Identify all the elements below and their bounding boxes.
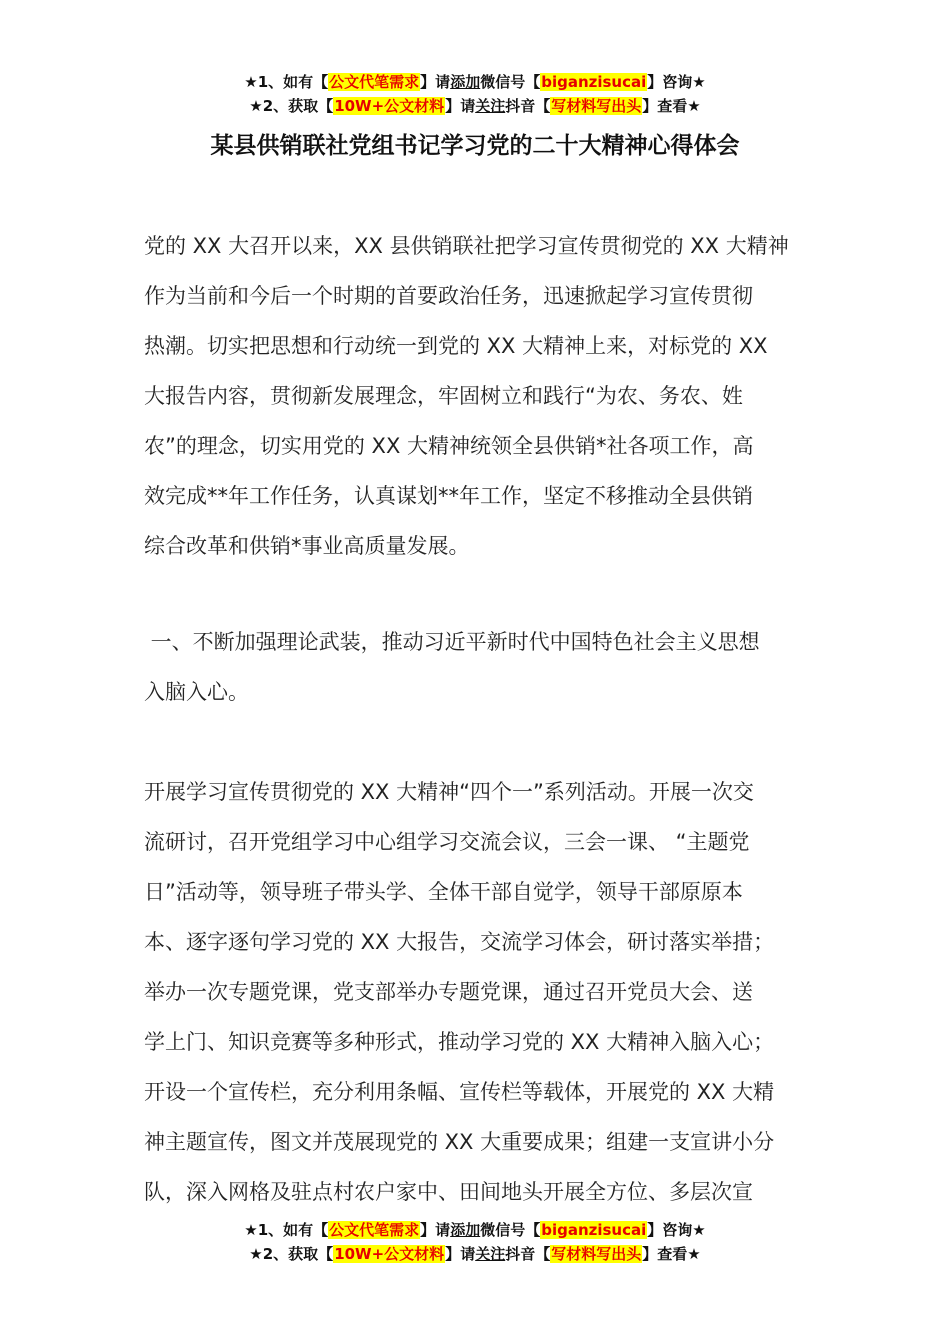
promo-text: ★1、如有【 [244,73,329,91]
promo-underlined-text: 添加 [450,1221,481,1239]
paragraph-intro [144,221,810,571]
promo-highlight: 写材料写出头 [551,97,642,115]
promo-text: 】请 [420,73,451,91]
promo-text: 微信号【 [480,1221,541,1239]
section-heading-1 [144,617,810,717]
text-line: 入脑入心。 [144,680,249,704]
paragraph-activities [144,767,810,1217]
promo-line-2 [0,94,950,118]
text-line: 队，深入网格及驻点村农户家中、田间地头开展全方位、多层次宣 [144,1180,753,1204]
promo-text: 】查看★ [642,97,701,115]
text-line: 流研讨，召开党组学习中心组学习交流会议，三会一课、 “主题党 [144,830,750,854]
text-line: 作为当前和今后一个时期的首要政治任务，迅速掀起学习宣传贯彻 [144,284,753,308]
text-line: 效完成**年工作任务，认真谋划**年工作，坚定不移推动全县供销 [144,484,753,508]
promo-highlight: 公文代笔需求 [329,1221,420,1239]
promo-text: 】查看★ [642,1245,701,1263]
promo-highlight: biganzisucai [541,73,647,91]
document-title: 某县供销联社党组书记学习党的二十大精神心得体会 [210,133,740,159]
text-line: 开展学习宣传贯彻党的 XX 大精神“四个一”系列活动。开展一次交 [144,780,754,804]
text-line: 开设一个宣传栏，充分利用条幅、宣传栏等载体，开展党的 XX 大精 [144,1080,775,1104]
text-line: 农”的理念，切实用党的 XX 大精神统领全县供销*社各项工作，高 [144,434,754,458]
text-line: 学上门、知识竞赛等多种形式，推动学习党的 XX 大精神入脑入心； [144,1030,775,1054]
promo-text: ★2、获取【 [249,97,334,115]
promo-underlined-text: 添加 [450,73,481,91]
promo-text: 】请 [445,97,476,115]
promo-text: ★1、如有【 [244,1221,329,1239]
promo-text: 抖音【 [505,1245,551,1263]
text-line: 一、不断加强理论武装，推动习近平新时代中国特色社会主义思想 [144,630,760,654]
text-line: 举办一次专题党课，党支部举办专题党课，通过召开党员大会、送 [144,980,753,1004]
text-line: 本、逐字逐句学习党的 XX 大报告，交流学习体会，研讨落实举措； [144,930,775,954]
promo-highlight: biganzisucai [541,1221,647,1239]
text-line: 大报告内容，贯彻新发展理念，牢固树立和践行“为农、务农、姓 [144,384,743,408]
text-line: 热潮。切实把思想和行动统一到党的 XX 大精神上来，对标党的 XX [144,334,768,358]
promo-banner-bottom [0,1218,950,1266]
promo-underlined-text: 关注 [475,97,506,115]
promo-banner-top [0,70,950,118]
promo-text: 】请 [420,1221,451,1239]
promo-text: ★2、获取【 [249,1245,334,1263]
promo-highlight: 公文代笔需求 [329,73,420,91]
promo-line-1 [0,70,950,94]
promo-highlight: 10W+公文材料 [334,97,445,115]
promo-text: 】咨询★ [647,1221,706,1239]
promo-text: 】咨询★ [647,73,706,91]
promo-text: 微信号【 [480,73,541,91]
promo-line-2 [0,1242,950,1266]
promo-underlined-text: 关注 [475,1245,506,1263]
promo-text: 】请 [445,1245,476,1263]
promo-highlight: 10W+公文材料 [334,1245,445,1263]
promo-text: 抖音【 [505,97,551,115]
text-line: 神主题宣传，图文并茂展现党的 XX 大重要成果；组建一支宣讲小分 [144,1130,775,1154]
promo-line-1 [0,1218,950,1242]
text-line: 党的 XX 大召开以来，XX 县供销联社把学习宣传贯彻党的 XX 大精神 [144,234,789,258]
promo-highlight: 写材料写出头 [551,1245,642,1263]
text-line: 日”活动等，领导班子带头学、全体干部自觉学，领导干部原原本 [144,880,743,904]
text-line: 综合改革和供销*事业高质量发展。 [144,534,470,558]
